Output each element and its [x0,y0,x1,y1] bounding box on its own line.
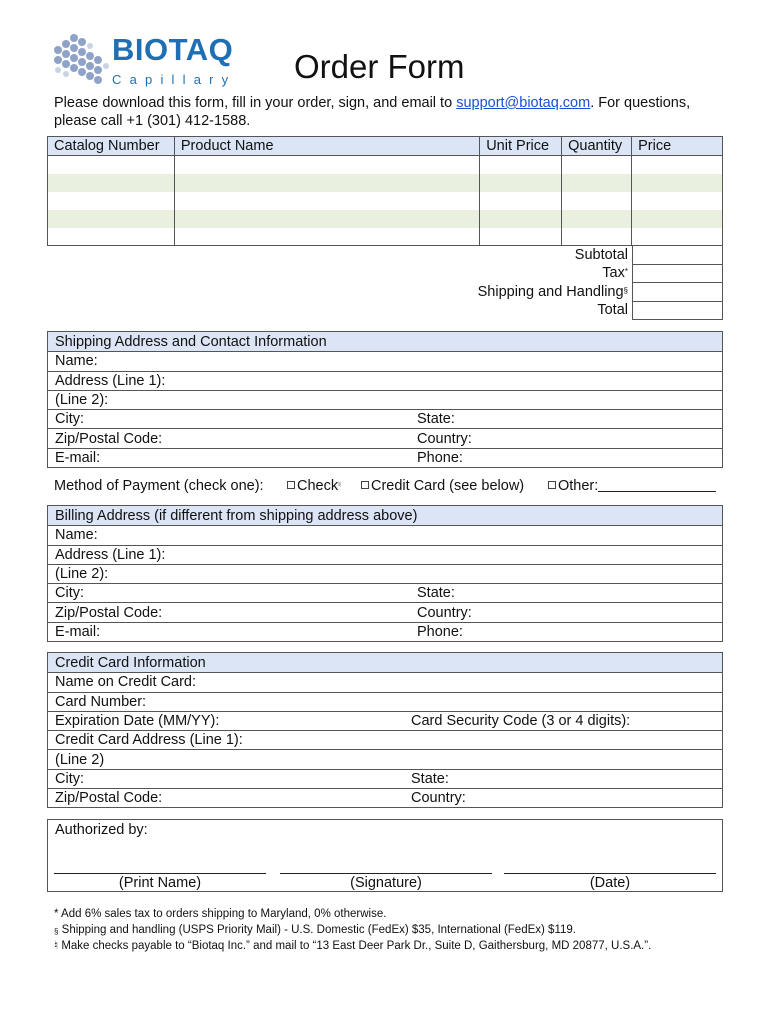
bill-address1-field[interactable]: Address (Line 1): [48,545,722,564]
footnote-check: ♮ Make checks payable to “Biotaq Inc.” and mail to “13 East Deer Park Dr., Suite D, Gaithersburg, MD 20877, U.S.A.”. [54,940,652,952]
ship-email-phone-row[interactable]: E-mail: Phone: [48,448,722,467]
support-email-link[interactable]: support@biotaq.com [456,95,591,111]
ship-name-field[interactable]: Name: [48,351,722,370]
payment-method [54,478,724,498]
cc-number-field[interactable]: Card Number: [48,692,722,711]
payment-label: Method of Payment (check one): [54,478,264,494]
authorized-by-label: Authorized by: [55,822,148,838]
intro-before: Please download this form, fill in your order, sign, and email to [54,95,457,111]
bill-email-phone-row[interactable]: E-mail: Phone: [48,622,722,641]
shipping-label: Shipping and Handling§ [477,283,628,300]
section-title: Billing Address (if different from shipping address above) [48,506,722,525]
checkbox-icon [361,481,369,489]
print-name-line[interactable] [54,873,266,874]
payment-check-option[interactable]: Check♮ [287,478,341,494]
footnotes [54,906,754,954]
ship-zip-country-row[interactable]: Zip/Postal Code: Country: [48,428,722,447]
brand-name: BIOTAQ [112,32,234,67]
section-title: Credit Card Information [48,653,722,672]
table-row[interactable] [48,156,723,174]
authorization-box [47,819,723,892]
subtotal-field[interactable] [633,246,723,265]
cc-address1-field[interactable]: Credit Card Address (Line 1): [48,730,722,749]
col-product-name: Product Name [174,137,479,156]
total-label: Total [597,302,628,319]
logo-mark-icon [50,30,112,92]
bill-address2-field[interactable]: (Line 2): [48,564,722,583]
print-name-label: (Print Name) [118,875,202,891]
bill-name-field[interactable]: Name: [48,525,722,544]
signature-line[interactable] [280,873,492,874]
col-quantity: Quantity [562,137,632,156]
date-label: (Date) [589,875,631,891]
ship-city-state-row[interactable]: City: State: [48,409,722,428]
ship-address2-field[interactable]: (Line 2): [48,390,722,409]
cc-expiry-security-row[interactable]: Expiration Date (MM/YY): Card Security Code (3 or 4 digits): [48,711,722,730]
page-title: Order Form [294,48,465,85]
tax-field[interactable] [633,264,723,283]
cc-address2-field[interactable]: (Line 2) [48,749,722,768]
intro-after: . For questions, please call +1 (301) 412-1588. [54,95,691,129]
col-catalog-number: Catalog Number [48,137,175,156]
totals-table [400,245,723,320]
bill-zip-country-row[interactable]: Zip/Postal Code: Country: [48,602,722,621]
shipping-field[interactable] [633,283,723,302]
section-title: Shipping Address and Contact Information [48,332,722,351]
billing-section [47,505,723,642]
footnote-shipping: § Shipping and handling (USPS Priority Mail) - U.S. Domestic (FedEx) $35, International (FedEx) $119. [54,924,576,936]
ship-address1-field[interactable]: Address (Line 1): [48,371,722,390]
table-row[interactable] [48,174,723,192]
date-line[interactable] [504,873,716,874]
intro-text [54,94,734,130]
checkbox-icon [287,481,295,489]
biotaq-logo [50,30,240,92]
checkbox-icon [548,481,556,489]
table-row[interactable] [48,228,723,246]
payment-credit-option[interactable]: Credit Card (see below) [361,478,524,494]
order-table [47,136,723,246]
other-underline [598,478,716,492]
credit-card-section [47,652,723,808]
shipping-section [47,331,723,468]
tax-label: Tax* [602,265,628,282]
table-row[interactable] [48,210,723,228]
brand-sub: Capillary [112,72,237,87]
footnote-tax: * Add 6% sales tax to orders shipping to Maryland, 0% otherwise. [54,908,387,920]
payment-other-option[interactable]: Other: [548,478,716,494]
subtotal-label: Subtotal [574,246,628,263]
cc-name-field[interactable]: Name on Credit Card: [48,672,722,691]
table-row[interactable] [48,192,723,210]
cc-zip-country-row[interactable]: Zip/Postal Code: Country: [48,788,722,807]
signature-label: (Signature) [350,875,422,891]
order-header-row [48,137,723,156]
cc-city-state-row[interactable]: City: State: [48,769,722,788]
total-field[interactable] [633,301,723,320]
col-price: Price [632,137,723,156]
bill-city-state-row[interactable]: City: State: [48,583,722,602]
col-unit-price: Unit Price [480,137,562,156]
